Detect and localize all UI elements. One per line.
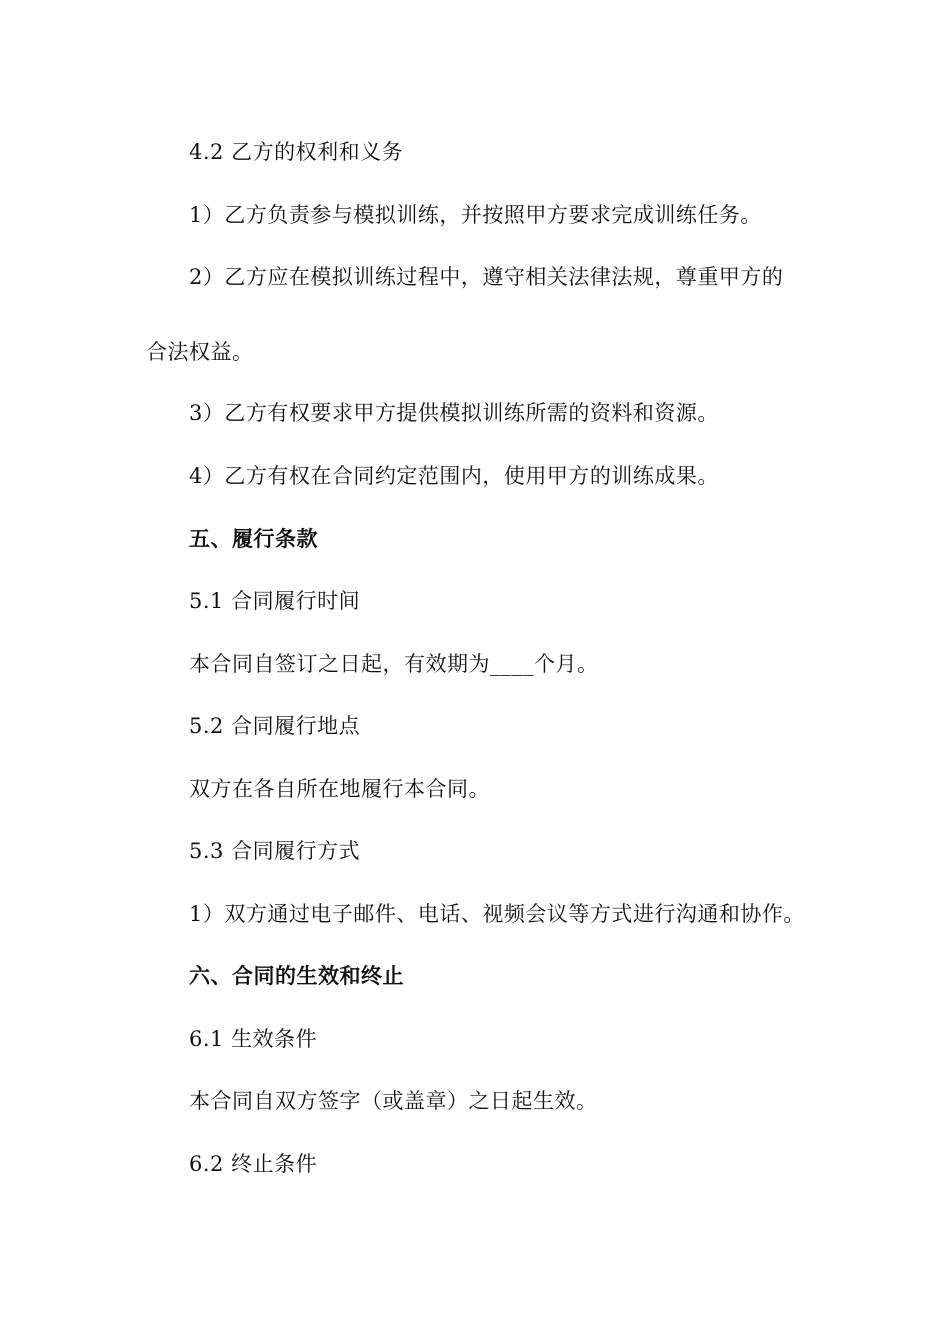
clause-item-4: 4）乙方有权在合同约定范围内，使用甲方的训练成果。	[189, 464, 719, 488]
subheading-5-1: 5.1 合同履行时间	[189, 589, 361, 613]
clause-item-2: 2）乙方应在模拟训练过程中，遵守相关法律法规，尊重甲方的	[189, 265, 784, 289]
clause-item-2-continuation: 合法权益。	[146, 340, 254, 364]
clause-item-1: 1）乙方负责参与模拟训练，并按照甲方要求完成训练任务。	[189, 203, 762, 227]
subheading-5-3: 5.3 合同履行方式	[189, 839, 361, 863]
body-6-1: 本合同自双方签字（或盖章）之日起生效。	[189, 1089, 598, 1113]
subheading-5-2: 5.2 合同履行地点	[189, 714, 361, 738]
subheading-4-2: 4.2 乙方的权利和义务	[189, 140, 404, 164]
clause-item-5-3-1: 1）双方通过电子邮件、电话、视频会议等方式进行沟通和协作。	[189, 902, 805, 926]
section-heading-6: 六、合同的生效和终止	[189, 963, 404, 988]
clause-item-3: 3）乙方有权要求甲方提供模拟训练所需的资料和资源。	[189, 401, 719, 425]
subheading-6-2: 6.2 终止条件	[189, 1152, 318, 1176]
section-heading-5: 五、履行条款	[189, 526, 318, 551]
body-5-1: 本合同自签订之日起，有效期为____个月。	[189, 652, 599, 676]
body-5-2: 双方在各自所在地履行本合同。	[189, 777, 490, 801]
subheading-6-1: 6.1 生效条件	[189, 1027, 318, 1051]
